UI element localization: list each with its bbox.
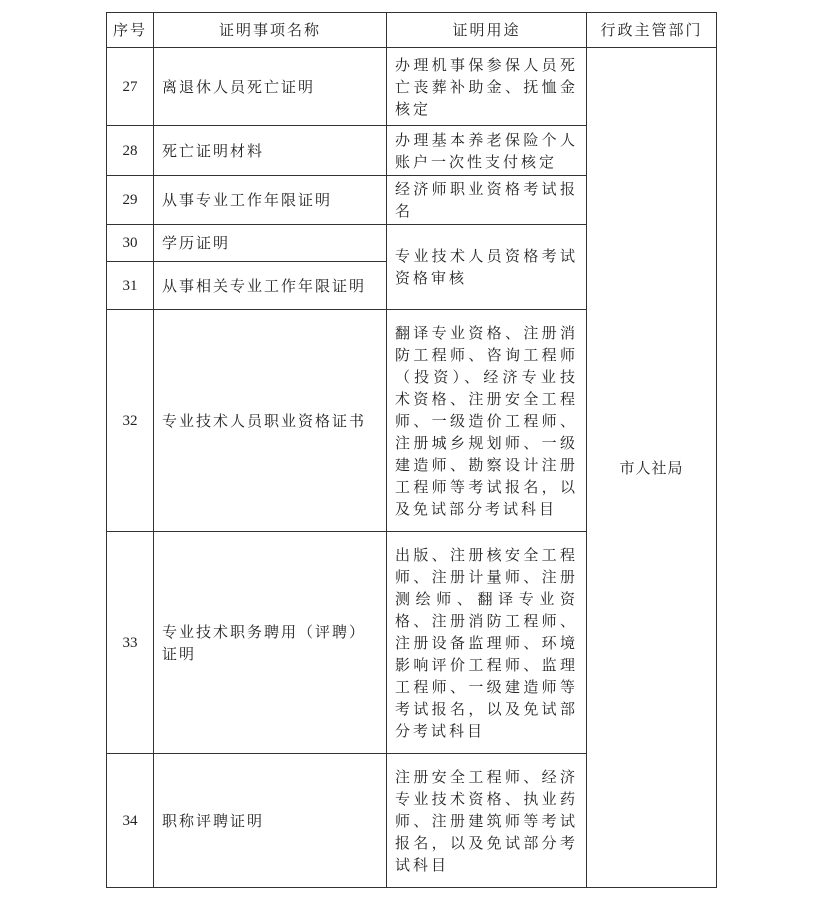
item-name: 学历证明 bbox=[154, 225, 387, 262]
item-purpose: 出版、注册核安全工程师、注册计量师、注册测绘师、翻译专业资格、注册消防工程师、注册设备监理师、环境影响评价工程师、监理工程师、一级建造师等考试报名，以及免试部分考试科目 bbox=[387, 532, 587, 754]
row-number: 30 bbox=[107, 225, 154, 262]
row-number: 28 bbox=[107, 126, 154, 176]
item-purpose: 经济师职业资格考试报名 bbox=[387, 176, 587, 225]
row-number: 27 bbox=[107, 48, 154, 126]
item-name: 职称评聘证明 bbox=[154, 754, 387, 888]
item-purpose: 专业技术人员资格考试资格审核 bbox=[387, 225, 587, 310]
item-name: 从事相关专业工作年限证明 bbox=[154, 262, 387, 310]
item-name: 死亡证明材料 bbox=[154, 126, 387, 176]
row-number: 29 bbox=[107, 176, 154, 225]
table-row bbox=[107, 48, 717, 126]
item-name: 专业技术职务聘用（评聘）证明 bbox=[154, 532, 387, 754]
row-number: 34 bbox=[107, 754, 154, 888]
item-purpose: 办理机事保参保人员死亡丧葬补助金、抚恤金核定 bbox=[387, 48, 587, 126]
item-purpose: 办理基本养老保险个人账户一次性支付核定 bbox=[387, 126, 587, 176]
table-header-row bbox=[107, 13, 717, 48]
row-number: 32 bbox=[107, 310, 154, 532]
item-name: 从事专业工作年限证明 bbox=[154, 176, 387, 225]
header-item-name: 证明事项名称 bbox=[154, 13, 387, 48]
header-number: 序号 bbox=[107, 13, 154, 48]
item-name: 专业技术人员职业资格证书 bbox=[154, 310, 387, 532]
department-cell: 市人社局 bbox=[587, 48, 717, 888]
certificate-items-table bbox=[106, 12, 717, 888]
item-purpose: 翻译专业资格、注册消防工程师、咨询工程师（投资）、经济专业技术资格、注册安全工程师、一级造价工程师、注册城乡规划师、一级建造师、勘察设计注册工程师等考试报名，以及免试部分考试科目 bbox=[387, 310, 587, 532]
header-department: 行政主管部门 bbox=[587, 13, 717, 48]
row-number: 33 bbox=[107, 532, 154, 754]
item-name: 离退休人员死亡证明 bbox=[154, 48, 387, 126]
item-purpose: 注册安全工程师、经济专业技术资格、执业药师、注册建筑师等考试报名，以及免试部分考试科目 bbox=[387, 754, 587, 888]
header-purpose: 证明用途 bbox=[387, 13, 587, 48]
row-number: 31 bbox=[107, 262, 154, 310]
